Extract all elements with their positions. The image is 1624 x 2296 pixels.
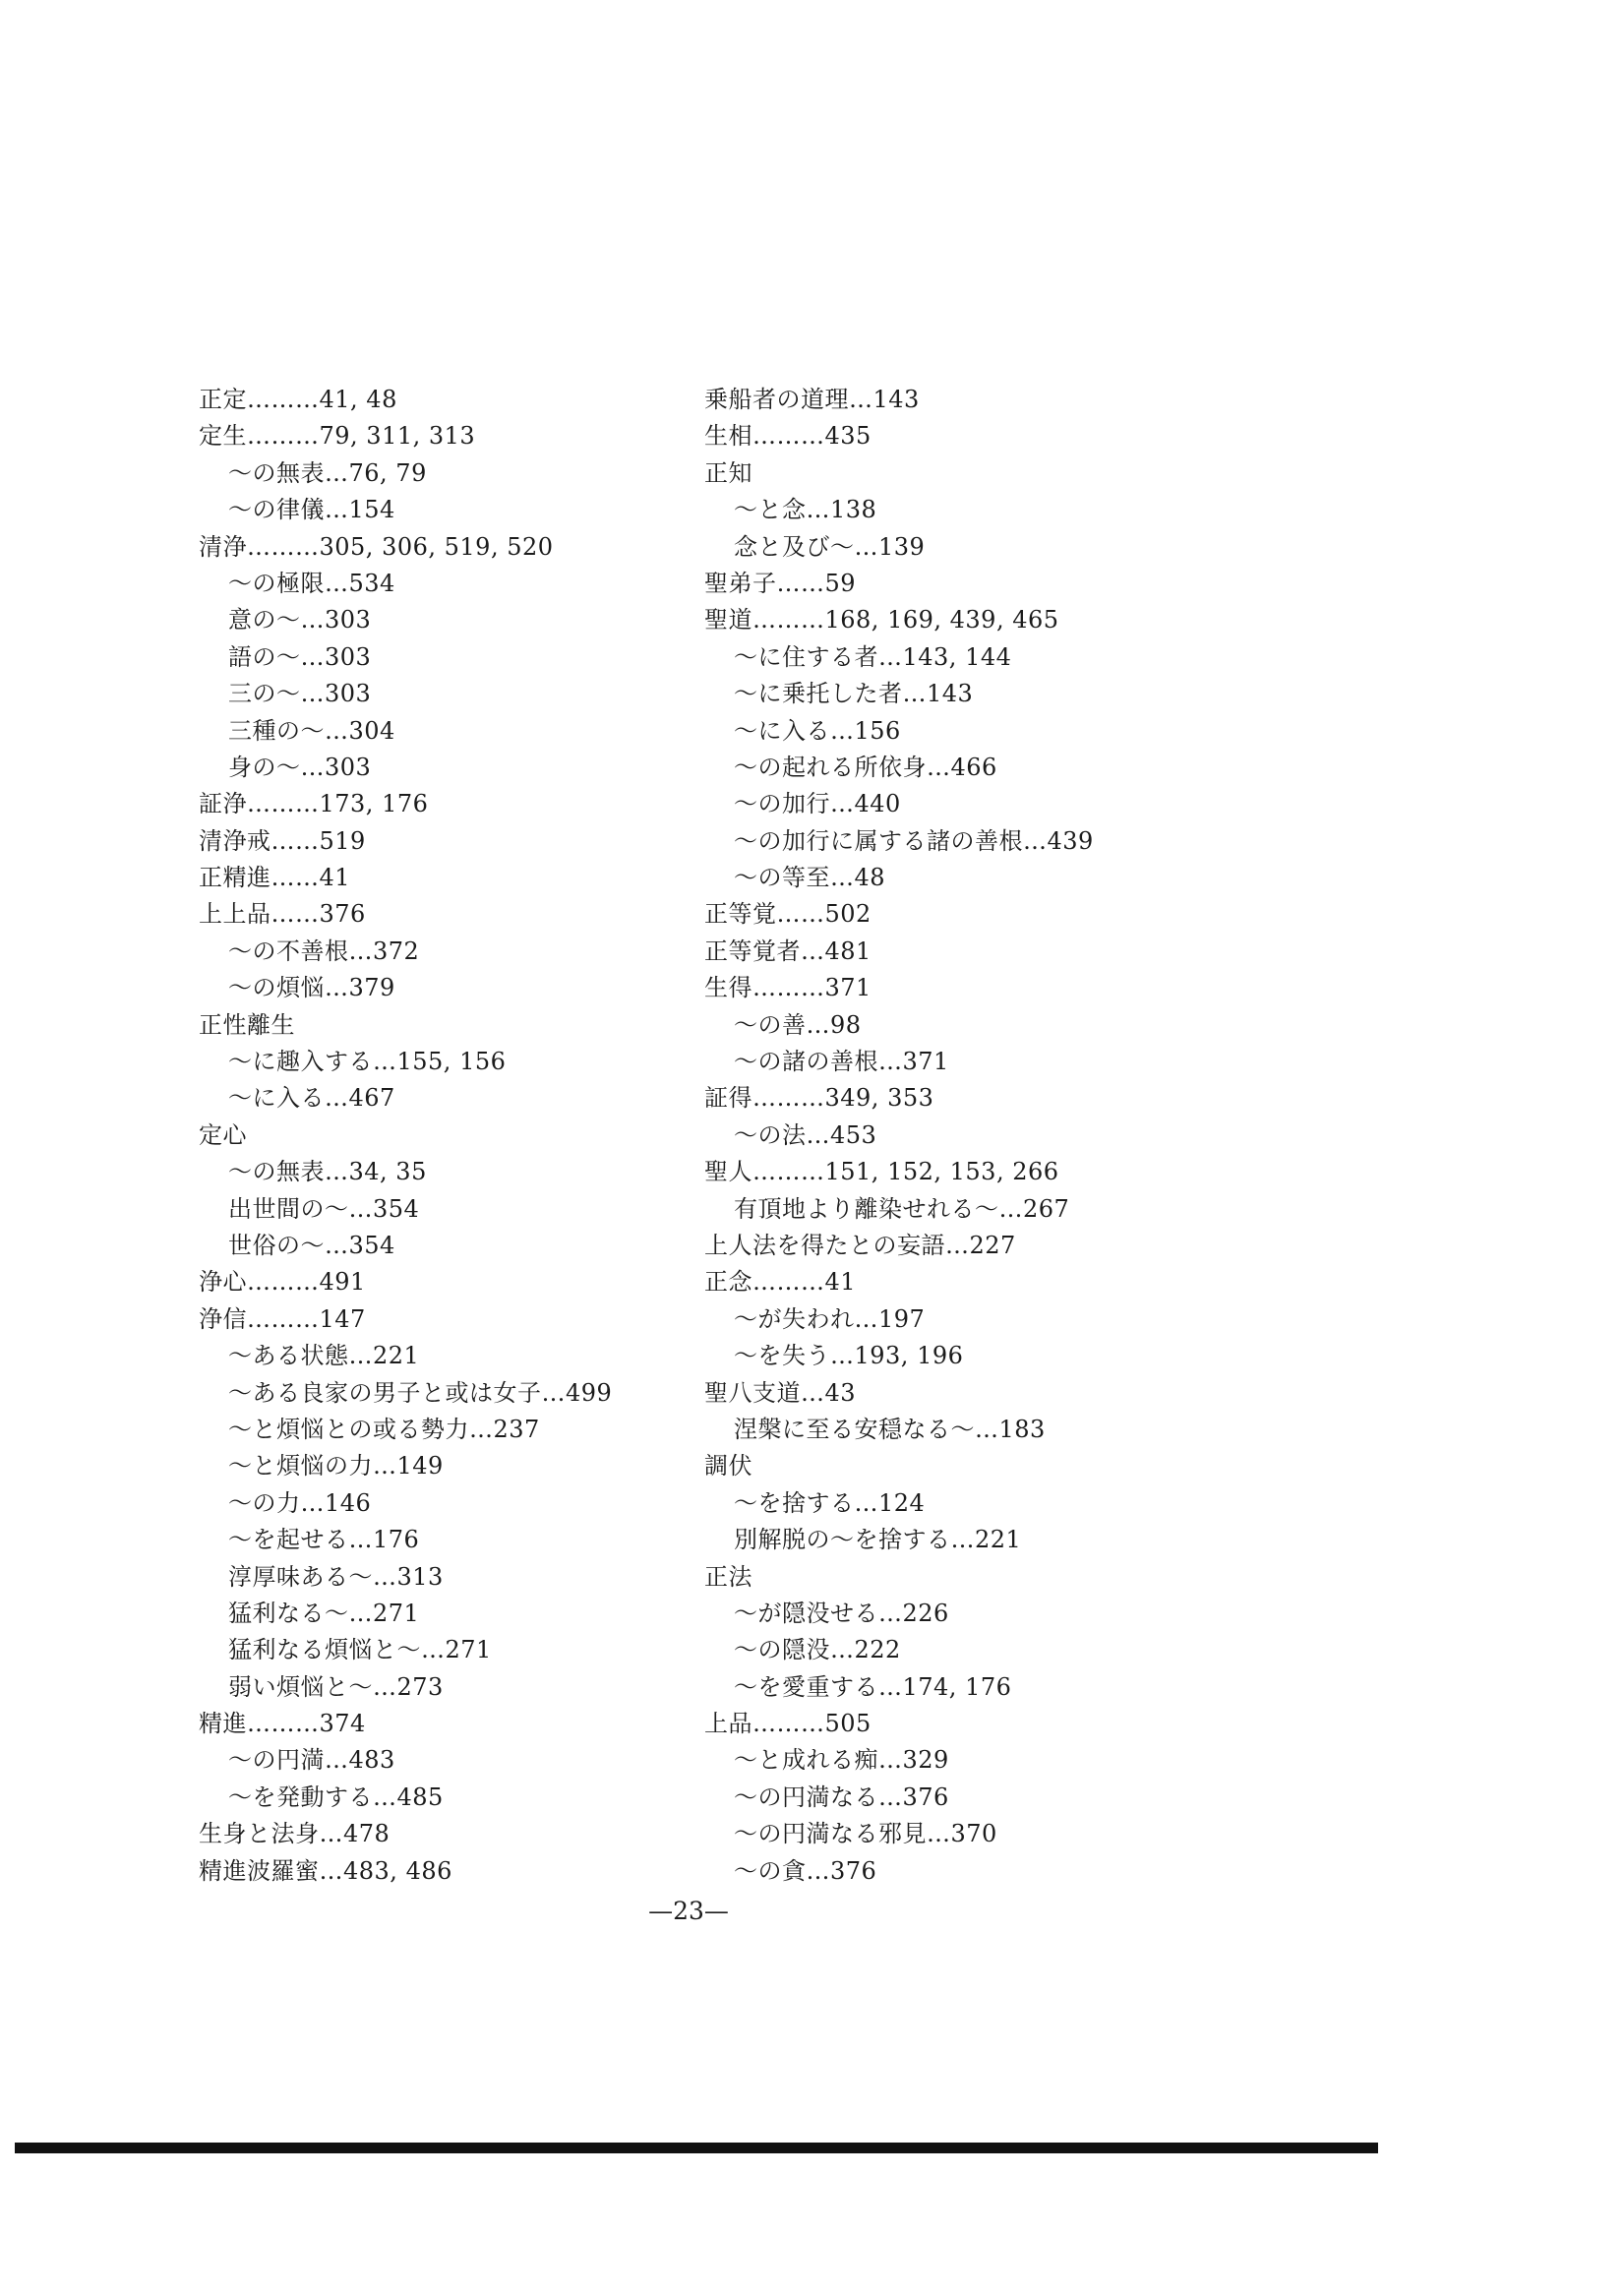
index-entry: 清浄戒……519: [199, 826, 366, 855]
index-subentry: 猛利なる煩悩と〜…271: [228, 1636, 492, 1664]
index-subentry: 〜を捨する…124: [734, 1488, 926, 1517]
index-subentry: 別解脱の〜を捨する…221: [734, 1526, 1022, 1554]
index-subentry: 〜と念…138: [734, 496, 877, 524]
index-entry: 正定………41, 48: [199, 386, 397, 413]
index-subentry: 〜と煩悩の力…149: [228, 1452, 444, 1480]
index-subentry: 〜に入る…156: [734, 716, 901, 745]
index-column-right: [704, 382, 1294, 1890]
index-subentry: 〜に乗托した者…143: [734, 680, 974, 708]
index-subentry: 〜の起れる所依身…466: [734, 753, 997, 781]
index-entry: 正念………41: [704, 1268, 857, 1297]
index-subentry: 〜を失う…193, 196: [734, 1342, 964, 1370]
index-subentry: 〜の隠没…222: [734, 1636, 901, 1664]
index-subentry: 〜の善…98: [734, 1010, 862, 1039]
index-entry: 定心: [199, 1120, 247, 1149]
index-subentry: 〜が失われ…197: [734, 1304, 926, 1333]
index-subentry: 〜と成れる痴…329: [734, 1746, 949, 1775]
index-entry: 清浄………305, 306, 519, 520: [199, 532, 554, 561]
index-entry: 聖人………151, 152, 153, 266: [704, 1158, 1059, 1186]
index-entry: 調伏: [704, 1452, 752, 1480]
index-subentry: 〜の円満…483: [228, 1746, 395, 1775]
index-entry: 聖道………168, 169, 439, 465: [704, 606, 1059, 634]
index-subentry: 語の〜…303: [228, 642, 372, 671]
page-number: —23—: [648, 1897, 729, 1925]
index-entry: 精進………374: [199, 1710, 366, 1738]
index-subentry: 念と及び〜…139: [734, 532, 926, 561]
index-subentry: 涅槃に至る安穏なる〜…183: [734, 1415, 1046, 1443]
index-subentry: 〜の円満なる…376: [734, 1782, 949, 1811]
index-subentry: 弱い煩悩と〜…273: [228, 1672, 444, 1701]
index-subentry: 〜に入る…467: [228, 1084, 395, 1113]
index-entry: 上品………505: [704, 1710, 872, 1738]
index-entry: 正知: [704, 458, 752, 487]
index-entry: 定生………79, 311, 313: [199, 422, 476, 451]
bottom-scan-bar: [15, 2143, 1378, 2153]
index-subentry: 〜と煩悩との或る勢力…237: [228, 1415, 540, 1443]
index-subentry: 〜の無表…76, 79: [228, 458, 427, 487]
index-subentry: 三の〜…303: [228, 680, 372, 708]
index-entry: 正等覚者…481: [704, 937, 872, 965]
index-subentry: 意の〜…303: [228, 606, 372, 634]
index-subentry: 〜の煩悩…379: [228, 974, 395, 1002]
index-entry: 正法: [704, 1562, 752, 1591]
index-entry: 正等覚……502: [704, 900, 872, 929]
index-entry: 精進波羅蜜…483, 486: [199, 1856, 452, 1885]
index-subentry: 〜の加行…440: [734, 790, 901, 818]
index-subentry: 〜の諸の善根…371: [734, 1048, 949, 1076]
index-subentry: 〜の不善根…372: [228, 937, 420, 965]
index-subentry: 淳厚味ある〜…313: [228, 1562, 444, 1591]
index-subentry: 〜の等至…48: [734, 864, 886, 892]
index-subentry: 〜の無表…34, 35: [228, 1158, 427, 1186]
index-entry: 証得………349, 353: [704, 1084, 934, 1113]
index-entry: 正性離生: [199, 1010, 295, 1039]
index-subentry: 出世間の〜…354: [228, 1194, 420, 1223]
index-entry: 乗船者の道理…143: [704, 386, 920, 413]
index-subentry: 〜を起せる…176: [228, 1526, 420, 1554]
index-entry: 聖弟子……59: [704, 569, 857, 597]
index-subentry: 身の〜…303: [228, 753, 372, 781]
index-subentry: 〜に趣入する…155, 156: [228, 1048, 507, 1076]
index-entry: 正精進……41: [199, 864, 351, 892]
index-subentry: 世俗の〜…354: [228, 1231, 395, 1259]
index-subentry: 〜に住する者…143, 144: [734, 642, 1012, 671]
index-subentry: 有頂地より離染せれる〜…267: [734, 1194, 1070, 1223]
index-subentry: 三種の〜…304: [228, 716, 395, 745]
index-subentry: 〜の加行に属する諸の善根…439: [734, 826, 1094, 855]
index-subentry: 〜の貪…376: [734, 1856, 877, 1885]
index-subentry: 猛利なる〜…271: [228, 1599, 420, 1627]
index-entry: 生身と法身…478: [199, 1820, 391, 1848]
index-entry: 聖八支道…43: [704, 1378, 857, 1407]
index-subentry: 〜を発動する…485: [228, 1782, 444, 1811]
index-subentry: 〜が隠没せる…226: [734, 1599, 949, 1627]
index-entry: 上上品……376: [199, 900, 366, 929]
index-entry: 上人法を得たとの妄語…227: [704, 1231, 1016, 1259]
index-subentry: 〜の律儀…154: [228, 496, 395, 524]
index-subentry: 〜を愛重する…174, 176: [734, 1672, 1012, 1701]
index-entry: 生得………371: [704, 974, 872, 1002]
index-subentry: 〜の力…146: [228, 1488, 372, 1517]
index-subentry: 〜ある状態…221: [228, 1342, 420, 1370]
index-subentry: 〜の極限…534: [228, 569, 395, 597]
index-subentry: 〜の法…453: [734, 1120, 877, 1149]
index-entry: 浄信………147: [199, 1304, 366, 1333]
index-entry: 証浄………173, 176: [199, 790, 429, 818]
index-column-left: [199, 382, 750, 1890]
index-subentry: 〜の円満なる邪見…370: [734, 1820, 997, 1848]
index-entry: 浄心………491: [199, 1268, 366, 1297]
index-subentry: 〜ある良家の男子と或は女子…499: [228, 1378, 613, 1407]
index-entry: 生相………435: [704, 422, 872, 451]
